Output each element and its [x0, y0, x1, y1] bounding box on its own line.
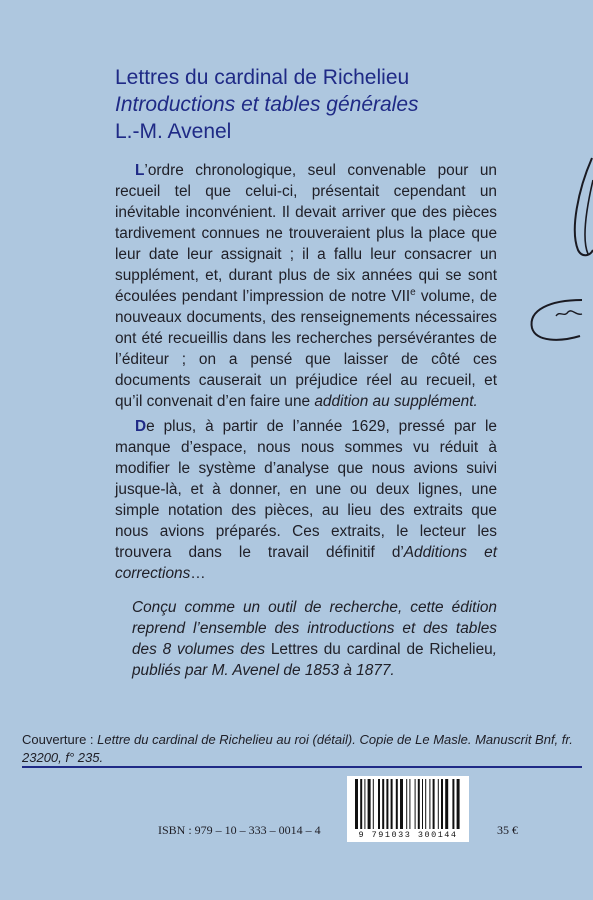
barcode-bar — [368, 779, 371, 829]
p1-text-b: volume, de nouveaux documents, des renseignements nécessaires ont été recueillis dans les recherches persévérantes de l’éditeur ; on a pensé que laisser de côté ces documents causerait un préjudice réel au recueil, et qu’il convenait d’en faire une — [115, 288, 498, 410]
p2-text-a: e plus, à partir de l’année 1629, pressé par le manque d’espace, nous nous sommes vu réduit à modifier le système d’analyse que nous avions suivi jusque-là, et à donner, en une ou deux lignes, une simple notation des pièces, au lieu des extraits que nous avions préparés. Ces extraits, le lecteur les trouvera dans le travail définitif d’ — [115, 418, 497, 561]
blurb-excerpt — [115, 160, 497, 588]
book-title: Lettres du cardinal de Richelieu — [115, 66, 410, 89]
title-block — [115, 64, 419, 145]
p1-text-a: ’ordre chronologique, seul convenable pour un recueil tel que celui-ci, présentait cependant un inévitable inconvénient. Il devait arriver que des pièces tardivement connues ne trouveraient plus la place que leur date leur assignait ; il a fallu leur consacrer un supplément, et, durant plus de six années qui se sont écoulées pendant l’impression de notre VII — [115, 162, 497, 305]
summary-em-b: , publiés par M. Avenel de 1853 à 1877. — [132, 641, 497, 679]
barcode-bar — [429, 779, 430, 829]
barcode-bar — [355, 779, 358, 829]
drop-initial-2: D — [135, 418, 147, 435]
p2-ellipsis: … — [190, 565, 206, 582]
divider-rule — [22, 766, 582, 768]
barcode-bar — [422, 779, 423, 829]
barcode-bar — [415, 779, 416, 829]
p1-emphasis: addition au supplément. — [314, 393, 478, 410]
barcode-bar — [409, 779, 410, 829]
price-text: 35 € — [497, 823, 518, 837]
barcode-bar — [400, 779, 403, 829]
barcode-bar — [386, 779, 388, 829]
barcode-bar — [396, 779, 398, 829]
book-subtitle: Introductions et tables générales — [115, 93, 419, 116]
barcode-bar — [457, 779, 460, 829]
barcode-bar — [382, 779, 384, 829]
book-author: L.-M. Avenel — [115, 120, 232, 143]
drop-initial-1: L — [135, 162, 145, 179]
blurb-paragraph-2 — [115, 416, 497, 584]
credit-label: Couverture : — [22, 732, 98, 747]
barcode-bar — [445, 779, 448, 829]
barcode-bar — [373, 779, 374, 829]
barcode-bar — [441, 779, 443, 829]
barcode-bar — [406, 779, 407, 829]
p2-emphasis: Additions et corrections — [115, 544, 497, 582]
blurb-paragraph-1 — [115, 160, 497, 412]
p1-superscript: e — [410, 286, 416, 298]
barcode-bar — [425, 779, 426, 829]
handwriting-flourish — [520, 150, 593, 390]
summary-em-a: Conçu comme un outil de recherche, cette édition reprend l’ensemble des introductions et des tables des 8 volumes des — [132, 599, 497, 658]
summary-plain: Lettres du cardinal de Richelieu — [270, 641, 493, 658]
barcode-bar — [364, 779, 365, 829]
barcode-bar — [438, 779, 439, 829]
isbn-text: ISBN : 979 – 10 – 333 – 0014 – 4 — [158, 823, 321, 837]
edition-summary — [132, 597, 497, 681]
barcode-digits: 9 791033 300144 — [358, 830, 458, 840]
credit-text: Lettre du cardinal de Richelieu au roi (détail). Copie de Le Masle. Manuscrit Bnf, fr. 23200, f° 235. — [22, 732, 573, 765]
barcode-bar — [391, 779, 393, 829]
barcode-bar — [452, 779, 454, 829]
barcode-bar — [418, 779, 420, 829]
cover-credit — [22, 731, 577, 767]
barcode-bar — [360, 779, 362, 829]
barcode-bar — [433, 779, 435, 829]
barcode-bar — [378, 779, 380, 829]
barcode-bars — [347, 776, 469, 830]
barcode — [347, 776, 469, 842]
